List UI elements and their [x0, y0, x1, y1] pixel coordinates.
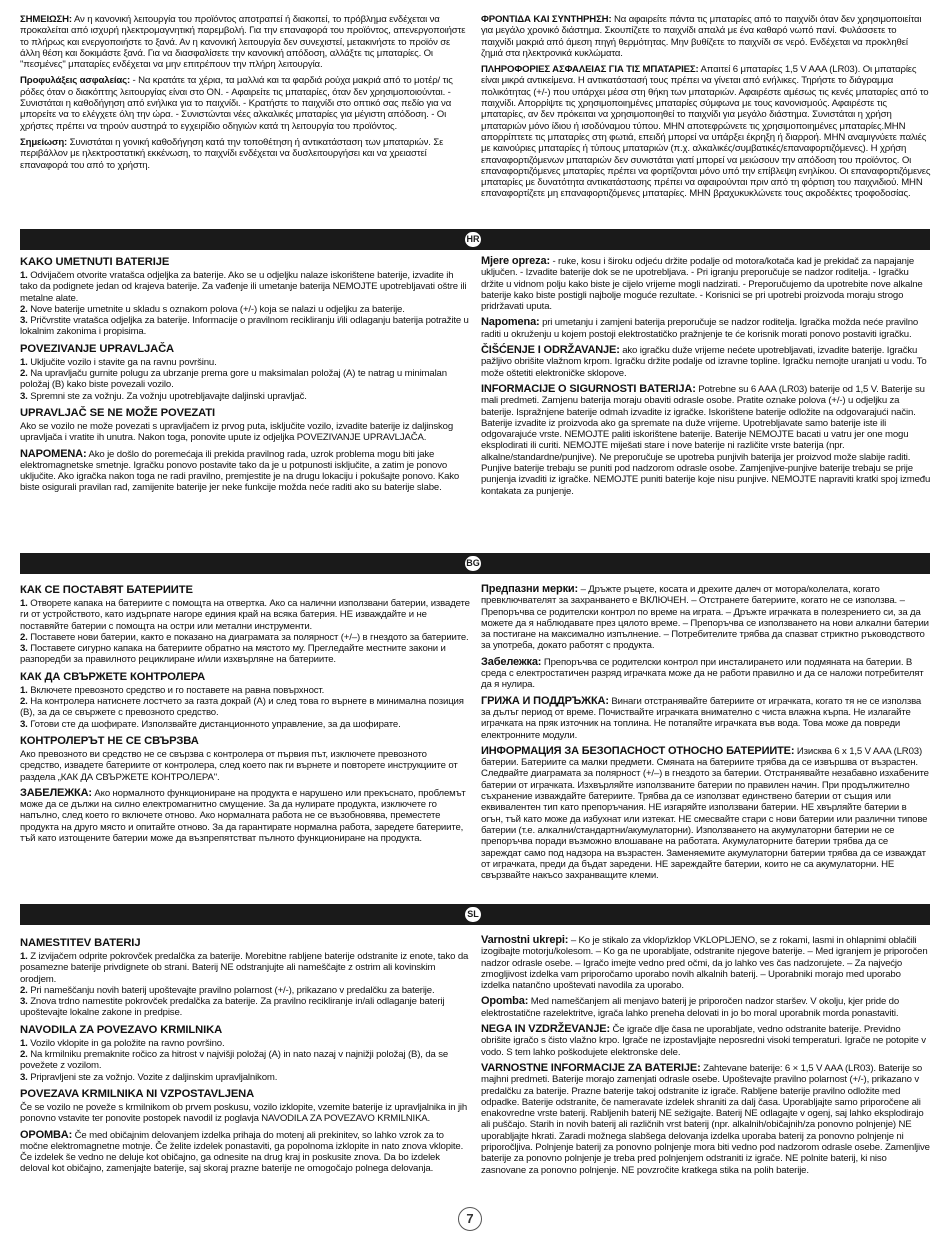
hr-connect-3	[20, 391, 470, 402]
sl-care-paragraph	[481, 1024, 931, 1058]
hr-napomena-title: Napomena:	[481, 316, 540, 329]
bg-heading-controller: КАК ДА СВЪРЖЕТЕ КОНТРОЛЕРА	[20, 670, 206, 683]
sl-note-title: OPOMBA:	[20, 1128, 73, 1141]
gr-note-paragraph	[20, 14, 470, 70]
gr-note-text: Αν η κανονική λειτουργία του προϊόντος αποτραπεί ή διακοπεί, το πρόβλημα ενδέχεται να προκαλείται από ισχυρή ηλεκτρομαγνητική παρεμβολή. Για την επαναφορά του προϊόντος, απενεργοποιήστε το πλήρως και ενεργοποιήστε το ξανά. Αν η κανονική λειτουργία δεν συνεχιστεί, μετακινήστε το προϊόν σε άλλη θέση και δοκιμάστε ξανά. Για να διασφαλίσετε την κανονική απόδοση, αλλάξτε τις μπαταρίες. Οι "πεσμένες" μπαταρίες ενδέχεται να μην επιτρέπουν την πλήρη λειτουργία.	[20, 14, 466, 71]
gr-battery-text: Απαιτεί 6 μπαταρίες 1,5 V AAA (LR03). Οι μπαταρίες είναι μικρά αντικείμενα. Η αντικατάστασή τους πρέπει να γίνεται από ενήλικες. Τηρήστε το διάγραμμα πολικότητας (+/-) που υπάρχει μέσα στη θήκη των μπαταριών. Αφαιρέστε αμέσως τις κενές μπαταρίες από το παιχνίδι. Απορρίψτε τις χρησιμοποιημένες μπαταρίες σύμφωνα με τους κανονισμούς. Αφαιρέστε τις μπαταρίες, αν δεν πρόκειται να χρησιμοποιηθεί το παιχνίδι για μεγάλο διάστημα. Συνιστάται η χρήση μπαταριών μόνο ίδιου ή ισοδύναμου τύπου. ΜΗΝ αποτεφρώνετε τις χρησιμοποιημένες μπαταρίες.ΜΗΝ απορρίπτετε τις μπαταρίες στη φωτιά, επειδή μπορεί να υπάρξει έκρηξη ή διαρροή. ΜΗΝ αναμιγνύετε παλιές με καινούριες μπαταρίες ή τύπους μπαταριών (π.χ. αλκαλικές/συμβατικές/επαναφορτιζόμενες). Η χρήση επαναφορτιζόμενων μπαταριών δεν συνιστάται γιατί μπορεί να μειώσουν την απόδοση του προϊόντος. Οι επαναφορτιζόμενες μπαταρίες πρέπει να φορτίζονται μόνο υπό την επίβλεψη ενηλίκου. Οι επαναφορτιζόμενες μπαταρίες με δυνατότητα αντικατάστασης πρέπει να αφαιρούνται πριν από τη φόρτιση του παιχνιδιού. ΜΗΝ επαναφορτίζετε μη επαναφορτιζόμενες μπαταρίες. ΜΗΝ βραχυκυκλώνετε τους ακροδέκτες τροφοδοσίας.	[481, 64, 931, 200]
bg-step-3-num: 3.	[20, 643, 28, 655]
sl-right-column	[481, 935, 931, 1181]
bg-connect-2-num: 2.	[20, 696, 28, 708]
bg-care-paragraph	[481, 696, 931, 741]
bg-connect-2-text: На контролера натиснете лостчето за газта докрай (A) и след това го върнете в минимална позиция (B), за да се свържете с превозното средство.	[20, 696, 464, 719]
sl-care-text: Če igrače dlje časa ne uporabljate, vedno odstranite baterije. Previdno obrišite igračo s čisto vlažno krpo. Igrače ne izpostavljajte neposredni visoki temperaturi. Igrače ne potopite v vodo. S tem lahko poškodujete elektronske dele.	[481, 1024, 926, 1058]
gr-remark-title: Σημείωση:	[20, 136, 68, 148]
hr-heading-controller: POVEZIVANJE UPRAVLJAČA	[20, 342, 175, 355]
bg-step-1	[20, 598, 470, 632]
sl-connect-1	[20, 1038, 470, 1049]
sl-step-3	[20, 996, 470, 1019]
sl-step-3-num: 3.	[20, 996, 28, 1008]
gr-remark-text: Συνιστάται η γονική καθοδήγηση κατά την τοποθέτηση ή αντικατάσταση των μπαταριών. Σε περιβάλλον με ηλεκτροστατική εκκένωση, το παιχνίδι ενδέχεται να δυσλειτουργήσει και να χρειαστεί επαναφορά του από το χρήστη.	[20, 136, 444, 171]
hr-step-1	[20, 270, 470, 304]
sl-opomba-text: Med nameščanjem ali menjavo baterij je priporočen nadzor staršev. V okolju, kjer pride do elektrostatične razelektritve, igrača lahko preneha delovati in jo bo moral uporabnik morda ponastaviti.	[481, 996, 900, 1019]
bg-remark-title: Забележка:	[481, 655, 542, 668]
sl-step-1-num: 1.	[20, 951, 28, 962]
hr-step-3	[20, 315, 470, 338]
hr-connect-2-num: 2.	[20, 368, 28, 380]
bg-step-3-text: Поставете сигурно капака на батериите обратно на мястото му. Прегледайте местните закони и разпоредби за правилното рециклиране и/или изхвърляне на батериите.	[20, 643, 446, 666]
bg-connect-2	[20, 696, 470, 719]
bg-connect-1-num: 1.	[20, 684, 28, 696]
hr-step-2-text: Nove baterije umetnite u skladu s oznakom polova (+/-) koja se nalazi u odjeljku za baterije.	[27, 303, 405, 315]
bg-step-1-text: Отворете капака на батериите с помощта на отвертка. Ако са налични използвани батерии, извадете ги от устройството, като издърпате нагоре единия край на всяка батерия. НЕ изваждайте и не поставяйте батерии с помощта на остри или метални инструменти.	[20, 598, 470, 632]
sl-note-paragraph	[20, 1130, 470, 1175]
hr-right-column	[481, 256, 931, 502]
hr-connect-1-text: Uključite vozilo i stavite ga na ravnu površinu.	[27, 356, 217, 368]
gr-right-column	[481, 14, 931, 205]
sl-battery-text: Zahtevane baterije: 6 × 1,5 V AAA (LR03). Baterije so majhni predmeti. Baterije morajo zamenjati odrasle osebe. Upoštevajte pravilno polarnost (+/-), prikazano v predalčku za baterije. Prazne baterije takoj odstranite iz igrače. Rabljene baterije pravilno odložite med odpadke. Baterije odstranite, če nameravate izdelek shraniti za dalj časa. Uporabljajte samo priporočene ali enakovredne vrste baterij. Rabljenih baterij NE sežigajte. Baterij NE odlagajte v ogenj, saj lahko eksplodirajo ali puščajo. Starih in novih baterij ali različnih vrst baterij (npr. alkalnih/običajnih/za ponovno polnjenje) NE uporabljajte hkrati. Zaradi možnega slabšega delovanja izdelka uporaba baterij za ponovno polnjenje ni priporočljiva. Polnjenje baterij za ponovno polnjenje mora biti vedno pod nadzorom odrasle osebe. Zamenljive baterije za ponovno polnjenje je treba pred polnjenjem odstraniti iz igrače. NE polnite baterij, ki niso zasnovane za ponovno polnjenje. NE povzročite kratkega stika na polih baterije.	[481, 1062, 930, 1176]
gr-care-text: Να αφαιρείτε πάντα τις μπαταρίες από το παιχνίδι όταν δεν χρησιμοποιείται για μεγάλο χρονικό διάστημα. Σκουπίζετε το παιχνίδι απαλά με ένα καθαρό νωπό πανί. Φυλάσσετε το παιχνίδι μακριά από άμεση πηγή θερμότητας. Μην βυθίζετε το παιχνίδι σε νερό. Ενδέχεται να προκληθεί ζημιά στα ηλεκτρονικά κυκλώματα.	[481, 14, 922, 59]
gr-precautions-paragraph	[20, 75, 470, 131]
sl-precautions-title: Varnostni ukrepi:	[481, 934, 569, 946]
bg-not-connect-text: Ако превозното ви средство не се свързва с контролера от първия път, изключете превозното средство, извадете батериите от контролера, след което пак ги върнете и повторете инструкциите от раздела „КАК ДА СВЪРЖЕТЕ КОНТРОЛЕРА".	[20, 748, 458, 783]
sl-connect-2-num: 2.	[20, 1049, 28, 1061]
bg-step-2	[20, 632, 470, 643]
sl-badge-label: SL	[467, 909, 479, 919]
hr-precautions-text: - ruke, kosu i široku odjeću držite podalje od motora/kotača kad je prekidač za napajanje uključen. - Izvadite baterije dok se ne upotrebljava. - Pri igranju preporučuje se nadzor roditelja. - Igračku držite u vidnom polju kako biste je cijelo vrijeme mogli nadzirati. - Preporučujemo da upotrebite nove alkalne baterije kako biste postigli najbolje moguće rezultate. - Korisnici se pri upotrebi proizvoda moraju strogo pridržavati uputa.	[481, 256, 923, 313]
hr-connect-3-num: 3.	[20, 390, 28, 402]
hr-battery-paragraph	[481, 384, 931, 497]
hr-note-text: Ako je došlo do poremećaja ili prekida pravilnog rada, uzrok problema mogu biti jake elektromagnetske smetnje. Igračku ponovo postavite tako da je u potpunosti isključite, a zatim je ponovo uključite. Ako igračka nakon toga ne radi pravilno, premjestite je na drugu lokaciju i pokušajte ponovo. Kako biste osigurali pravilan rad, zamijenite baterije jer neke funkcije možda neće raditi ako su baterije slabe.	[20, 448, 460, 494]
bg-note-title: ЗАБЕЛЕЖКА:	[20, 786, 92, 799]
bg-precautions-text: – Дръжте ръцете, косата и дрехите далеч от мотора/колелата, когато превключвателят за захранването е ВКЛЮЧЕН. – Отстранете батериите, когато не се използва. – Препоръчва се родителски контрол по време на играта. – Дръжте играчката в полезрението си, за да можете да я наблюдавате през цялото време. – Препоръчва се използването на нови алкални батерии за постигане на максимално изпълнение. – Потребителите трябва да спазват стриктно ръководството за употреба, докато работят с продукта.	[481, 584, 929, 652]
sl-connect-2	[20, 1049, 470, 1072]
sl-care-title: NEGA IN VZDRŽEVANJE:	[481, 1023, 611, 1036]
bg-remark-text: Препоръчва се родителски контрол при инсталирането или подмяната на батерии. В среда с електростатичен разряд играчката може да не работи правилно и да се наложи потребителят да я нулира.	[481, 656, 924, 691]
hr-language-badge	[463, 230, 483, 249]
hr-care-text: ako igračku duže vrijeme nećete upotrebljavati, izvadite baterije. Igračku pažljivo obrišite vlažnom krpom. Igračku držite podalje od izravne topline. Igračku nemojte uranjati u vodu. To može oštetiti elektroničke sklopove.	[481, 345, 927, 379]
sl-opomba-paragraph	[481, 996, 931, 1019]
gr-remark-paragraph	[20, 137, 470, 171]
sl-language-badge	[463, 905, 483, 924]
gr-note-title: ΣΗΜΕΙΩΣΗ:	[20, 14, 72, 25]
bg-care-title: ГРИЖА И ПОДДРЪЖКА:	[481, 694, 609, 707]
hr-napomena-paragraph	[481, 317, 931, 340]
bg-language-badge	[463, 554, 483, 573]
bg-precautions-title: Предпазни мерки:	[481, 583, 579, 595]
bg-battery-text: Изисква 6 х 1,5 V AAA (LR03) батерии. Батериите са малки предмети. Смяната на батериите трябва да се извършва от възрастен. Следвайте диаграмата за полярност (+/–) в гнездото за батерии. Отстранявайте незабавно изхабените батерии от играчката. Изхвърляйте използваните батерии по правилен начин. При продължително съхранение изваждайте батериите. Трябва да се използват единствено батерии от същия или еквивалентен тип като препоръчания. НЕ изгаряйте използвани батерии. НЕ хвърляйте батерии в огън, тъй като може да избухнат или изтекат. НЕ смесвайте стари с нови батерии или различни типове батерии (т.е. алкални/стандартни/акумулаторни). Използването на акумулаторни батерии не се препоръчва поради възможно влошаване на работата. Акумулаторните батерии трябва да се зареждат само под надзора на възрастен. Заменяемите акумулаторни батерии трябва да се изваждат от играчката, преди да бъдат заредени. НЕ зареждайте батерии, които не са акумулаторни. НЕ свързвайте накъсо захранващите клеми.	[481, 745, 929, 882]
bg-heading-batteries: КАК СЕ ПОСТАВЯТ БАТЕРИИТЕ	[20, 584, 193, 596]
bg-connect-3-num: 3.	[20, 718, 28, 730]
sl-precautions-paragraph	[481, 935, 931, 991]
bg-connect-3-text: Готови сте да шофирате. Използвайте дистанционното управление, за да шофирате.	[27, 718, 401, 730]
gr-care-title: ΦΡΟΝΤΙΔΑ ΚΑΙ ΣΥΝΤΗΡΗΣΗ:	[481, 14, 612, 25]
hr-step-3-text: Pričvrstite vratašca odjeljka za baterije. Informacije o pravilnom recikliranju i/ili odlaganju baterija potražite u lokalnim zakonima i propisima.	[20, 315, 469, 338]
hr-connect-1	[20, 357, 470, 368]
bg-connect-3	[20, 719, 470, 730]
hr-heading-batteries: KAKO UMETNUTI BATERIJE	[20, 256, 170, 268]
bg-left-column	[20, 582, 470, 849]
hr-connect-2	[20, 368, 470, 391]
bg-note-text: Ако нормалното функциониране на продукта е нарушено или прекъснато, проблемът може да се дължи на силно електромагнитно смущение. За да нулирате продукта, изключете го напълно, след което го включете отново. Ако нормалната работа не се възобновява, преместете продукта на друго място и опитайте отново. За да гарантирате нормална работа, заредете батериите, тъй като изтощените батерии може да възпрепятстват пълното функциониране на продукта.	[20, 787, 466, 845]
hr-left-column	[20, 254, 470, 499]
gr-battery-paragraph	[481, 64, 931, 200]
bg-step-2-text: Поставете нови батерии, както е показано на диаграмата за полярност (+/–) в гнездото за батериите.	[27, 631, 469, 643]
hr-badge-label: HR	[466, 234, 480, 244]
hr-section-band	[20, 229, 930, 250]
hr-connect-2-text: Na upravljaču gurnite polugu za ubrzanje prema gore u maksimalan položaj (A) te natrag u minimalan položaj (B) kako biste povezali vozilo.	[20, 368, 447, 391]
gr-care-paragraph	[481, 14, 931, 59]
sl-connect-3-text: Pripravljeni ste za vožnjo. Vozite z daljinskim upravljalnikom.	[27, 1071, 278, 1083]
bg-step-2-num: 2.	[20, 631, 28, 643]
hr-step-2-num: 2.	[20, 303, 28, 315]
bg-battery-paragraph	[481, 746, 931, 882]
bg-right-column	[481, 584, 931, 886]
bg-section-band	[20, 553, 930, 574]
bg-connect-1-text: Включете превозното средство и го поставете на равна повърхност.	[27, 684, 325, 696]
bg-remark-paragraph	[481, 657, 931, 691]
sl-connect-1-num: 1.	[20, 1037, 28, 1049]
sl-not-connect-text: Če se vozilo ne poveže s krmilnikom ob prvem poskusu, vozilo izklopite, vzemite baterije iz upravljalnika in jih ponovno vstavite ter ponovite postopek navodil iz poglavja NAVODILA ZA POVEZAVO KRMILNIKA.	[20, 1101, 468, 1125]
sl-heading-batteries: NAMESTITEV BATERIJ	[20, 937, 141, 949]
bg-note-paragraph	[20, 788, 470, 844]
hr-connect-3-text: Spremni ste za vožnju. Za vožnju upotrebljavajte daljinski upravljač.	[27, 390, 307, 402]
hr-connect-1-num: 1.	[20, 356, 28, 368]
hr-precautions-paragraph	[481, 256, 931, 312]
sl-step-2-num: 2.	[20, 984, 28, 996]
hr-care-title: ČIŠĆENJE I ODRŽAVANJE:	[481, 344, 620, 357]
hr-step-1-text: Odvijačem otvorite vratašca odjeljka za baterije. Ako se u odjeljku nalaze iskorištene baterije, izvadite ih tako da podignete jedan od krajeva baterije. Za vađenje ili umetanje baterija NEMOJTE upotrebljavati oštre ili metalne alate.	[20, 270, 467, 304]
gr-precautions-text: - Να κρατάτε τα χέρια, τα μαλλιά και τα φαρδιά ρούχα μακριά από το μοτέρ/ τις ρόδες όταν ο διακόπτης λειτουργίας είναι στο ON. - Αφαιρείτε τις μπαταρίες, όταν δεν χρησιμοποιούνται. - Συνιστάται η καθοδήγηση από ενήλικα για το παιχνίδι. - Κρατήστε το παιχνίδι στο οπτικό σας πεδίο για να μπορείτε να το ελέγχετε όλη την ώρα. - Συνιστώνται νέες αλκαλικές μπαταρίες για μέγιστη απόδοση. - Οι χρήστες πρέπει να τηρούν αυστηρά το εγχειρίδιο οδηγιών κατά τη λειτουργία του προϊόντος.	[20, 75, 453, 132]
hr-step-2	[20, 304, 470, 315]
sl-heading-not-connect: POVEZAVA KRMILNIKA NI VZPOSTAVLJENA	[20, 1087, 255, 1100]
sl-connect-2-text: Na krmilniku premaknite ročico za hitrost v najvišji položaj (A) in nato nazaj v najnižji položaj (B), da se povežete z vozilom.	[20, 1049, 449, 1072]
gr-battery-title: ΠΛΗΡΟΦΟΡΙΕΣ ΑΣΦΑΛΕΙΑΣ ΓΙΑ ΤΙΣ ΜΠΑΤΑΡΙΕΣ:	[481, 64, 699, 76]
bg-battery-title: ИНФОРМАЦИЯ ЗА БЕЗОПАСНОСТ ОТНОСНО БАТЕРИИТЕ:	[481, 744, 795, 757]
sl-section-band	[20, 904, 930, 925]
hr-not-connect-text: Ako se vozilo ne može povezati s upravljačem iz prvog puta, isključite vozilo, izvadite baterije iz daljinskog upravljača i vratite ih unutra. Nakon toga, ponovite upute iz odjeljka POVEZIVANJE UPRAVLJAČA.	[20, 420, 454, 444]
hr-battery-text: Potrebne su 6 AAA (LR03) baterije od 1,5 V. Baterije su mali predmeti. Zamjenu baterija moraju obaviti odrasle osobe. Pratite oznake polova (+/-) u odjeljku za baterije. Ispražnjene baterije odmah izvadite iz igračke. Iskorištene baterije odložite na odgovarajući način. Baterije izvadite iz proizvoda ako ga spremate na duže vrijeme. Upotrebljavate samo baterije iste ili odgovarajuće vrste. NEMOJTE paliti iskorištene baterije. Baterije NEMOJTE bacati u vatru jer one mogu eksplodirati ili curiti. NEMOJTE miješati stare i nove baterije ni različite vrste baterija (npr. alkalne/standardne/punjive). Ne preporučuje se upotreba punjivih baterija jer proizvod može slabije raditi. Punjive baterije trebaju se puniti pod nadzorom odrasle osobe. Zamjenjive-punjive baterije trebaju se prije punjenja izvaditi iz igračke. NEMOJTE puniti baterije koje nisu punjive. NEMOJTE napraviti kratki spoj između kontakata za punjenje.	[481, 383, 931, 497]
sl-step-1-text: Z izvijačem odprite pokrovček predalčka za baterije. Morebitne rabljene baterije odstranite iz enote, tako da posamezne baterije privdignete ob strani. Baterij NE odstranjujte ali nameščajte z ostrim ali kovinskim orodjem.	[20, 951, 469, 985]
gr-precautions-title: Προφυλάξεις ασφαλείας:	[20, 75, 130, 87]
sl-step-1	[20, 951, 470, 985]
bg-step-1-num: 1.	[20, 598, 28, 609]
hr-heading-not-connect: UPRAVLJAČ SE NE MOŽE POVEZATI	[20, 406, 215, 419]
bg-care-text: Винаги отстранявайте батериите от играчката, когато тя не се използва за дълъг период от време. Почиствайте играчката внимателно с чиста влажна кърпа. Не излагайте играчката на пряк източник на топлина. Не потапяйте играчката във вода. Това може да повреди електронните модули.	[481, 695, 922, 741]
sl-left-column	[20, 935, 470, 1180]
gr-left-column	[20, 14, 470, 176]
sl-opomba-title: Opomba:	[481, 995, 529, 1008]
hr-step-1-num: 1.	[20, 270, 28, 281]
bg-precautions-paragraph	[481, 584, 931, 652]
sl-step-2-text: Pri nameščanju novih baterij upoštevajte pravilno polarnost (+/-), prikazano v predalčku za baterije.	[27, 984, 435, 996]
hr-note-paragraph	[20, 449, 470, 494]
sl-heading-controller: NAVODILA ZA POVEZAVO KRMILNIKA	[20, 1023, 223, 1036]
sl-step-3-text: Znova trdno namestite pokrovček predalčka za baterije. Za pravilno recikliranje in/ali odlaganje baterij upoštevajte lokalne zakone in predpise.	[20, 996, 445, 1019]
sl-step-2	[20, 985, 470, 996]
hr-battery-title: INFORMACIJE O SIGURNOSTI BATERIJA:	[481, 382, 696, 395]
hr-napomena-text: pri umetanju i zamjeni baterija preporučuje se nadzor roditelja. Igračka možda neće pravilno raditi u okruženju u kojem postoji elektrostatičko pražnjenje te će korisnik morati ponovo postaviti igračku.	[481, 317, 919, 340]
hr-step-3-num: 3.	[20, 315, 28, 327]
sl-connect-3	[20, 1072, 470, 1083]
bg-badge-label: BG	[466, 558, 480, 568]
sl-connect-1-text: Vozilo vklopite in ga položite na ravno površino.	[27, 1037, 225, 1049]
bg-heading-not-connect: КОНТРОЛЕРЪТ НЕ СЕ СВЪРЗВА	[20, 734, 199, 747]
hr-precautions-title: Mjere opreza:	[481, 255, 550, 267]
bg-step-3	[20, 643, 470, 666]
hr-note-title: NAPOMENA:	[20, 447, 87, 460]
sl-battery-title: VARNOSTNE INFORMACIJE ZA BATERIJE:	[481, 1061, 701, 1074]
sl-battery-paragraph	[481, 1063, 931, 1176]
sl-note-text: Če med običajnim delovanjem izdelka prihaja do motenj ali prekinitev, so lahko vzrok za to močne elektromagnetne motnje. Če želite izdelek ponastaviti, ga popolnoma izklopite in nato znova vklopite. Če izdelek še vedno ne deluje kot običajno, ga odnesite na drug kraj in poskusite znova. Da bo izdelek deloval kot običajno, zamenjajte baterije, saj skoraj prazne baterije ne omogočajo polnega delovanja.	[20, 1129, 464, 1175]
page-number: 7	[458, 1207, 482, 1231]
bg-connect-1	[20, 685, 470, 696]
sl-precautions-text: – Ko je stikalo za vklop/izklop VKLOPLJENO, se z rokami, lasmi in ohlapnimi oblačili izogibajte motorju/kolesom. – Ko ga ne uporabljate, odstranite njegove baterije. – Med igranjem je priporočen nadzor odrasle osebe. – Igračo imejte vedno pred očmi, da jo lahko ves čas nadzorujete. – Za najvećjo zmogljivost izdelka vam priporočamo uporabo novih alkalnih baterij. – Uporabniki morajo med uporabo izdelka natančno upoštevati navodila za uporabo.	[481, 935, 928, 992]
hr-care-paragraph	[481, 345, 931, 379]
sl-connect-3-num: 3.	[20, 1071, 28, 1083]
